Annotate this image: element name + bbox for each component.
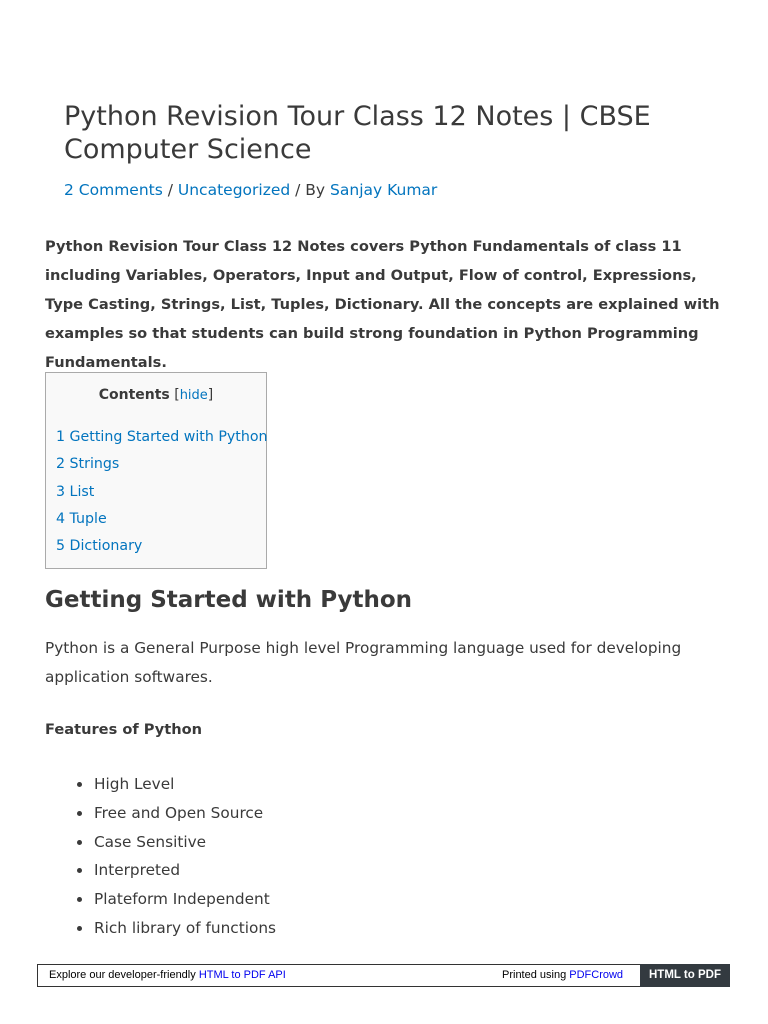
toc-link-list[interactable]: 3 List [56,483,95,500]
category-link[interactable]: Uncategorized [177,181,291,199]
toc-link-strings[interactable]: 2 Strings [56,456,120,473]
toc-item [56,536,268,563]
footer-api-link[interactable]: HTML to PDF API [198,969,286,981]
pdf-footer-bar [37,964,730,987]
list-item [45,885,276,914]
toc-link-tuple[interactable]: 4 Tuple [56,510,107,527]
list-item-label: Plateform Independent [94,890,270,909]
toc-hide-toggle[interactable]: hide [179,388,208,403]
post-meta [64,179,437,201]
features-list [45,770,276,943]
footer-printed-text: Printed using [502,969,570,981]
toc-list [56,427,268,563]
comments-link[interactable]: 2 Comments [64,181,163,199]
toc-link-dictionary[interactable]: 5 Dictionary [56,538,143,555]
toc-header [46,385,266,406]
toc-close-bracket: ] [207,387,214,403]
bullet-icon [77,811,82,816]
list-item [45,856,276,885]
list-item-label: Interpreted [94,861,181,880]
list-item [45,914,276,943]
list-item [45,770,276,799]
bullet-icon [77,840,82,845]
toc-title: Contents [98,387,170,403]
list-item-label: Free and Open Source [94,803,264,822]
toc-item [56,509,268,536]
footer-promo [49,969,286,981]
author-link[interactable]: Sanjay Kumar [330,181,438,199]
footer-printed [502,969,623,981]
toc-link-getting-started[interactable]: 1 Getting Started with Python [56,429,268,445]
toc-item [56,427,268,454]
footer-promo-text: Explore our developer-friendly [49,969,199,981]
footer-pdfcrowd-link[interactable]: PDFCrowd [569,969,624,981]
section-paragraph: Python is a General Purpose high level Programming language used for developing application softwares. [45,639,682,686]
section-heading: Getting Started with Python [45,587,413,613]
bullet-icon [77,897,82,902]
html-to-pdf-button[interactable]: HTML to PDF [640,964,730,987]
features-title: Features of Python [45,721,203,738]
bullet-icon [77,782,82,787]
list-item-label: High Level [94,775,175,793]
table-of-contents [45,372,267,569]
bullet-icon [77,868,82,873]
list-item [45,799,276,828]
toc-item [56,482,268,509]
toc-item [56,454,268,481]
page-title: Python Revision Tour Class 12 Notes | CBSE Computer Science [64,101,651,165]
meta-separator: / [162,181,178,199]
bullet-icon [77,926,82,931]
list-item-label: Case Sensitive [94,832,207,851]
toc-open-bracket: [ [169,387,180,403]
meta-by-separator: / By [290,181,331,199]
list-item [45,828,276,857]
intro-paragraph: Python Revision Tour Class 12 Notes covers Python Fundamentals of class 11 including Variables, Operators, Input and Output, Flow of control, Expressions, Type Casting, Strings, List, Tuples, Dictionary. All the concepts are explained with examples so that students can build strong foundation in Python Programming Fundamentals. [45,238,720,371]
list-item-label: Rich library of functions [94,918,276,937]
